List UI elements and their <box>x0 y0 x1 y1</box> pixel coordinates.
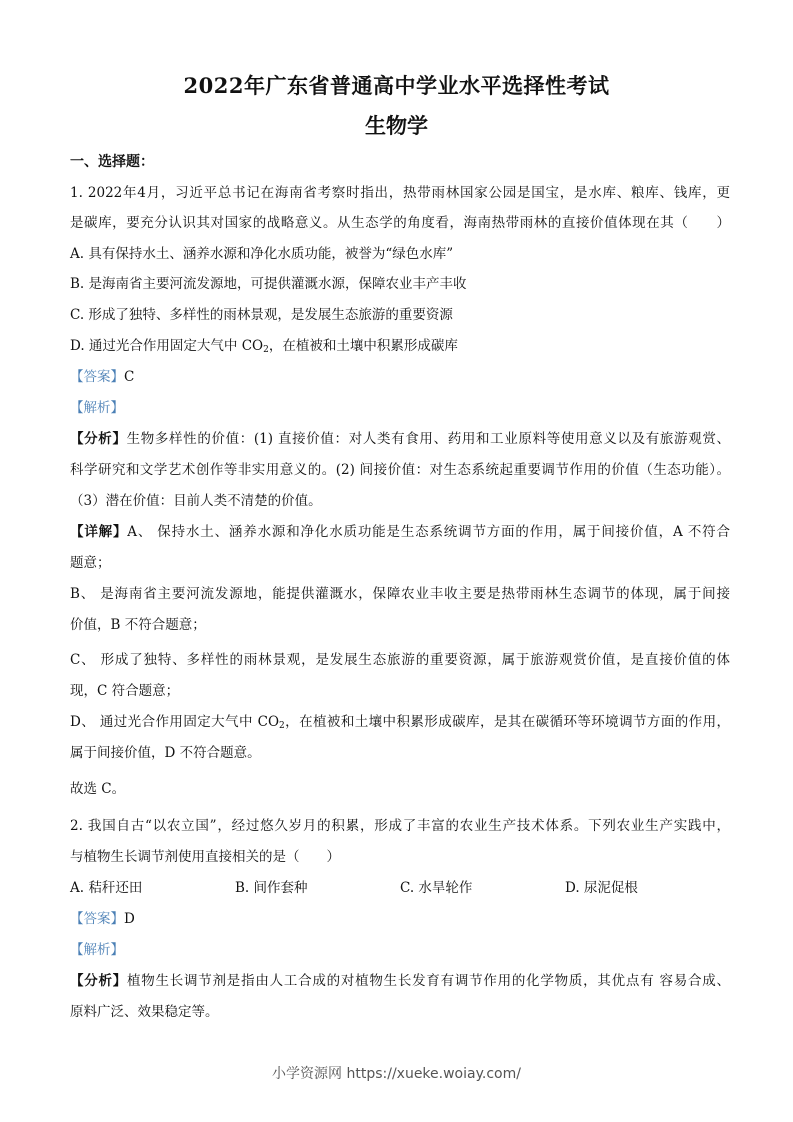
q1-fenxi-line2: 科学研究和文学艺术创作等非实用意义的。(2) 间接价值：对生态系统起重要调节作用的价值（生态功能）。 <box>70 462 730 478</box>
q2-stem-line1: 2. 我国自古“以农立国”，经过悠久岁月的积累，形成了丰富的农业生产技术体系。下列农业生产实践中， <box>70 818 730 834</box>
q1-xiangjie-a1-text: A、 保持水土、涵养水源和净化水质功能是生态系统调节方面的作用，属于间接价值，A 不符合 <box>127 524 730 540</box>
q1-xiangjie-d1-post: ，在植被和土壤中积累形成碳库，是其在碳循环等环境调节方面的作用， <box>284 714 730 730</box>
q2-options <box>70 878 730 898</box>
q1-option-d-sub: 2 <box>263 345 269 355</box>
q1-xiangjie-d1-sub: 2 <box>279 721 285 731</box>
q2-fenxi-text1: 植物生长调节剂是指由人工合成的对植物生长发育有调节作用的化学物质，其优点有 容易合成、 <box>127 973 731 989</box>
q1-xiangjie-d1-pre: D、 通过光合作用固定大气中 CO <box>70 714 280 730</box>
q1-xiangjie-c1: C、 形成了独特、多样性的雨林景观，是发展生态旅游的重要资源，属于旅游观赏价值，是直接价值的体 <box>70 652 730 668</box>
q1-xiangjie-d2: 属于间接价值，D 不符合题意。 <box>70 745 261 761</box>
q2-answer <box>70 909 730 929</box>
q1-answer <box>70 367 730 387</box>
section-heading: 一、选择题： <box>70 154 154 170</box>
exam-title: 2022年广东省普通高中学业水平选择性考试 <box>183 73 610 98</box>
q1-fenxi-label: 【分析】 <box>70 431 127 447</box>
q1-xiangjie-label: 【详解】 <box>70 524 128 540</box>
q1-analysis-label: 【解析】 <box>70 400 124 416</box>
q2-analysis-label: 【解析】 <box>70 942 124 958</box>
q2-fenxi-label: 【分析】 <box>70 973 128 989</box>
q2-option-b: B. 间作套种 <box>235 880 308 896</box>
q1-xiangjie-c2: 现，C 符合题意； <box>70 683 180 699</box>
q1-option-d <box>70 336 730 360</box>
q1-conclusion: 故选 C。 <box>70 781 126 797</box>
q2-option-c: C. 水旱轮作 <box>400 880 473 896</box>
q1-stem-line1: 1. 2022年4月，习近平总书记在海南省考察时指出，热带雨林国家公园是国宝，是水库、粮库、钱库，更 <box>70 185 730 201</box>
q2-answer-value: D <box>124 911 135 927</box>
q2-option-d: D. 尿泥促根 <box>565 880 638 896</box>
q1-answer-value: C <box>124 369 135 385</box>
q1-xiangjie-b2: 价值，B 不符合题意； <box>70 617 206 633</box>
q2-option-a: A. 秸秆还田 <box>70 880 143 896</box>
q1-fenxi-line1 <box>70 429 730 449</box>
q1-fenxi-line3: （3）潜在价值：目前人类不清楚的价值。 <box>70 493 322 509</box>
q1-answer-label: 【答案】 <box>70 369 124 385</box>
q1-fenxi-text1: 生物多样性的价值：(1) 直接价值：对人类有食用、药用和工业原料等使用意义以及有旅游观赏、 <box>126 431 730 447</box>
exam-subject: 生物学 <box>365 113 428 138</box>
q2-answer-label: 【答案】 <box>70 911 124 927</box>
q1-option-d-pre: D. 通过光合作用固定大气中 CO <box>70 338 264 354</box>
q1-option-a: A. 具有保持水土、涵养水源和净化水质功能，被誉为“绿色水库” <box>70 246 454 262</box>
footer-watermark: 小学资源网 https://xueke.woiay.com/ <box>272 1066 521 1082</box>
q1-xiangjie-b1: B、 是海南省主要河流发源地，能提供灌溉水，保障农业丰收主要是热带雨林生态调节的体现，属于间接 <box>70 586 730 602</box>
q2-stem-line2: 与植物生长调节剂使用直接相关的是（ ） <box>70 849 340 865</box>
q1-option-c: C. 形成了独特、多样性的雨林景观，是发展生态旅游的重要资源 <box>70 307 453 323</box>
q2-fenxi-line2: 原料广泛、效果稳定等。 <box>70 1004 219 1020</box>
q1-stem-line2: 是碳库，要充分认识其对国家的战略意义。从生态学的角度看，海南热带雨林的直接价值体现在其（ ） <box>70 215 730 231</box>
q1-xiangjie-a2: 题意； <box>70 555 111 571</box>
q1-xiangjie-d1 <box>70 712 730 736</box>
q1-xiangjie-a1 <box>70 522 730 542</box>
q2-fenxi-line1 <box>70 971 730 991</box>
q1-option-b: B. 是海南省主要河流发源地，可提供灌溉水源，保障农业丰产丰收 <box>70 276 467 292</box>
q1-option-d-post: ，在植被和土壤中积累形成碳库 <box>268 338 458 354</box>
